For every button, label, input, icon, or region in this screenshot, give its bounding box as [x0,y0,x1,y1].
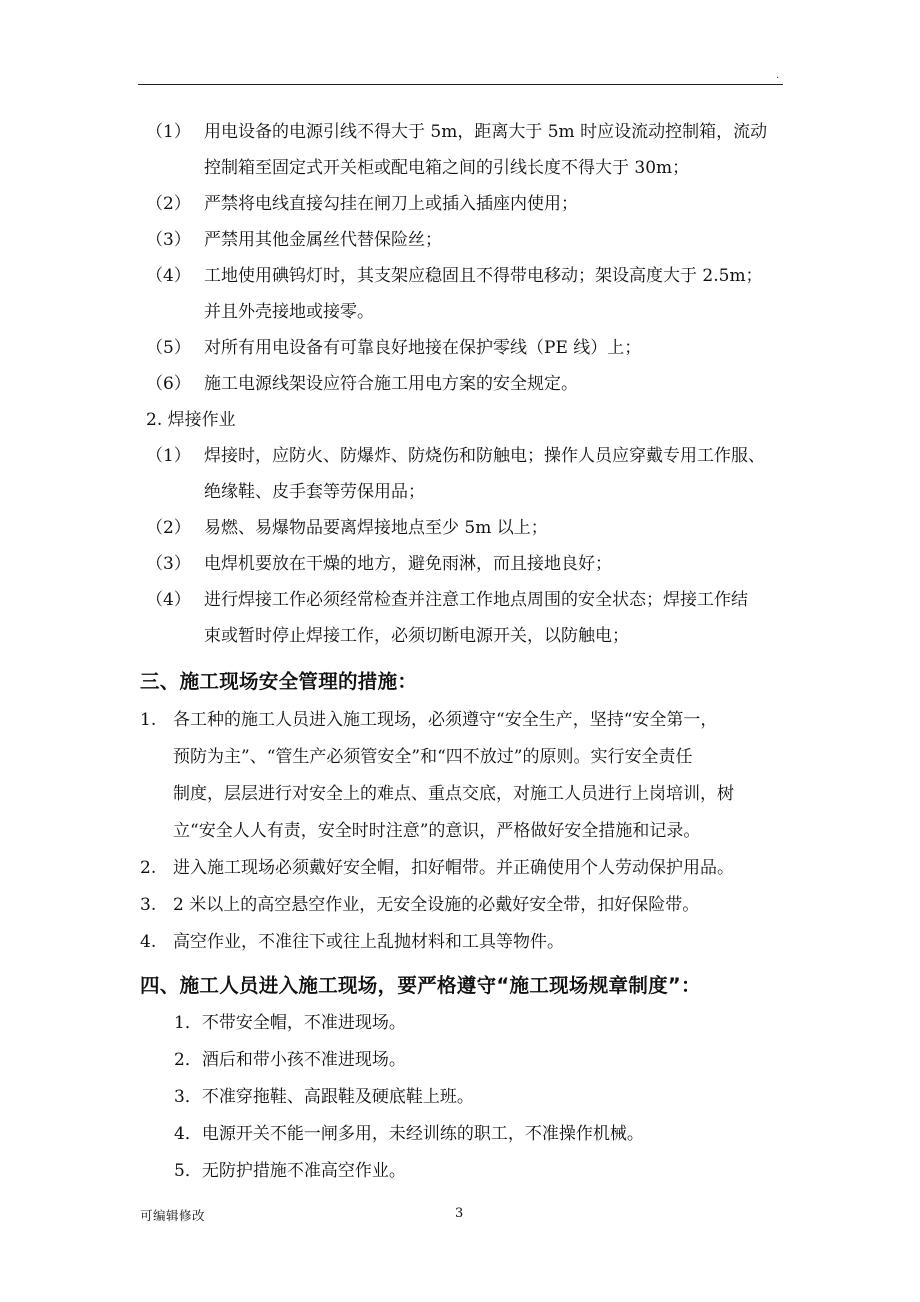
page-number: 3 [455,1206,464,1221]
header-mark: . [776,70,780,81]
item-number: 4. [140,932,157,952]
list-item [140,702,734,739]
footer-editable-note: 可编辑修改 [140,1208,206,1223]
item-number: （2） [146,194,191,214]
item-text: 控制箱至固定式开关柜或配电箱之间的引线长度不得大于 30m； [204,158,690,178]
item-number: （6） [146,374,191,394]
item-number: （1） [146,446,191,466]
item-number: 1. [140,710,157,730]
list-item [140,887,734,924]
list-item [146,330,767,366]
item-text: 对所有用电设备有可靠良好地接在保护零线（PE 线）上； [204,338,642,358]
item-text: 束或暂时停止焊接工作，必须切断电源开关，以防触电； [204,626,629,646]
list-item [146,366,767,402]
item-text: 严禁用其他金属丝代替保险丝； [204,230,442,250]
list-item [146,438,765,474]
item-text: 制度，层层进行对安全上的难点、重点交底，对施工人员进行上岗培训，树 [173,784,734,804]
item-number: （4） [146,266,191,286]
list-item: 3．不准穿拖鞋、高跟鞋及硬底鞋上班。 [174,1087,474,1107]
list-item [146,258,767,294]
item-number: （4） [146,590,191,610]
item-text: 进行焊接工作必须经常检查并注意工作地点周围的安全状态；焊接工作结 [204,590,748,610]
list-item: 5．无防护措施不准高空作业。 [174,1161,406,1181]
item-text: 易燃、易爆物品要离焊接地点至少 5m 以上； [204,518,548,538]
item-text: 各工种的施工人员进入施工现场，必须遵守“安全生产，坚持“安全第一， [173,710,718,730]
item-text: 并且外壳接地或接零。 [204,302,374,322]
item-number: （3） [146,230,191,250]
item-text: 预防为主”、“管生产必须管安全”和“四不放过”的原则。实行安全责任 [173,747,693,767]
item-text: 进入施工现场必须戴好安全帽，扣好帽带。并正确使用个人劳动保护用品。 [173,858,734,878]
list-item [140,924,734,961]
section-3-list [140,702,734,961]
list-item: 2．酒后和带小孩不准进现场。 [174,1050,406,1070]
item-text: 施工电源线架设应符合施工用电方案的安全规定。 [204,374,578,394]
list-item [146,222,767,258]
list-item [146,582,765,618]
item-text: 焊接时，应防火、防爆炸、防烧伤和防触电；操作人员应穿戴专用工作服、 [204,446,765,466]
item-text: 工地使用碘钨灯时，其支架应稳固且不得带电移动；架设高度大于 2.5m； [204,266,763,286]
item-text: 高空作业，不准往下或往上乱抛材料和工具等物件。 [173,932,564,952]
item-number: （5） [146,338,191,358]
section-4-title: 四、施工人员进入施工现场，要严格遵守“施工现场规章制度”： [140,974,701,997]
item-text: 用电设备的电源引线不得大于 5m，距离大于 5m 时应设流动控制箱，流动 [204,122,768,142]
item-text: 绝缘鞋、皮手套等劳保用品； [204,482,425,502]
item-number: （1） [146,122,191,142]
item-number: 3. [140,895,157,915]
item-text: 电焊机要放在干燥的地方，避免雨淋，而且接地良好； [204,554,612,574]
list-item [140,850,734,887]
list-item [146,114,767,150]
welding-subtitle: 2. 焊接作业 [146,410,236,430]
list-item: 4．电源开关不能一闸多用，未经训练的职工，不准操作机械。 [174,1124,644,1144]
item-text: 严禁将电线直接勾挂在闸刀上或插入插座内使用； [204,194,578,214]
list-item [146,510,765,546]
header-rule [138,84,783,85]
section-3-title: 三、施工现场安全管理的措施： [140,670,418,693]
item-number: （2） [146,518,191,538]
list-item [146,546,765,582]
list-item [146,186,767,222]
list-item: 1．不带安全帽，不准进现场。 [174,1013,406,1033]
item-text: 2 米以上的高空悬空作业，无安全设施的必戴好安全带，扣好保险带。 [173,895,700,915]
welding-list [146,438,765,654]
electrical-list [146,114,767,402]
item-number: （3） [146,554,191,574]
item-text: 立“安全人人有责，安全时时注意”的意识，严格做好安全措施和记录。 [173,821,701,841]
section-4-list [174,1005,644,1190]
item-number: 2. [140,858,157,878]
